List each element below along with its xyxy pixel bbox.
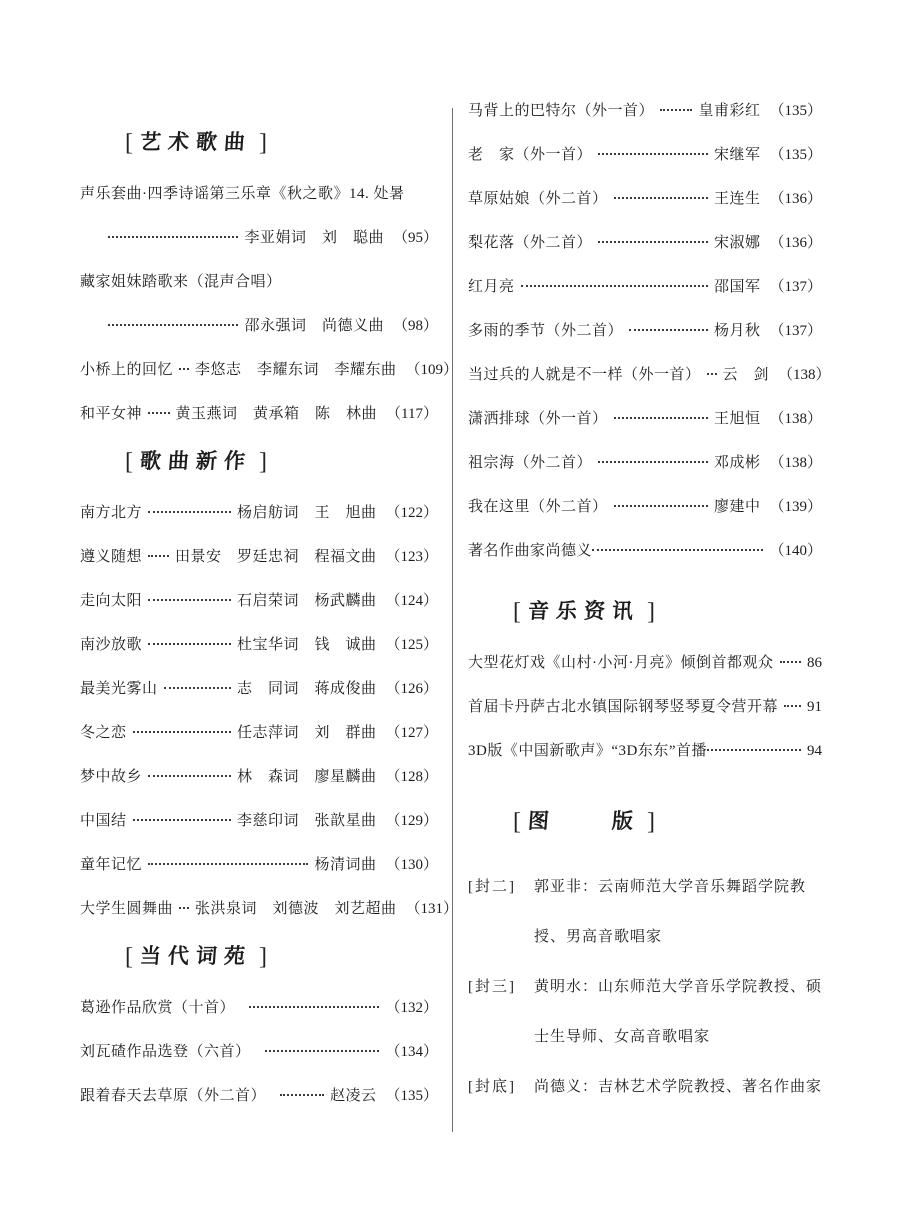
entry-title: 刘瓦碴作品选登（六首）: [80, 1044, 251, 1060]
entry-title: 红月亮: [468, 279, 515, 295]
bracket-right: ]: [259, 944, 267, 970]
dot-leader: [148, 775, 231, 777]
entry-page: （109）: [405, 362, 459, 378]
toc-entry: [468, 100, 822, 123]
entry-authors: 李慈印词 张歆星曲: [236, 813, 377, 829]
toc-entry: [468, 452, 822, 475]
entry-authors: 云 剑: [722, 367, 770, 383]
entry-authors: 邓成彬: [713, 455, 761, 471]
toc-entry: [80, 678, 438, 701]
entry-page: （137）: [769, 279, 822, 295]
entry-title: 当过兵的人就是不一样（外一首）: [468, 367, 701, 383]
entry-page: （130）: [385, 857, 438, 873]
right-column: [468, 100, 831, 1112]
entry-title: 潇洒排球（外一首）: [468, 411, 608, 427]
bracket-left: [: [125, 130, 133, 156]
toc-entry-title-line: [80, 183, 438, 206]
toc-entry: [468, 652, 822, 675]
dot-leader: [148, 555, 169, 557]
entry-authors: 赵凌云: [329, 1088, 377, 1104]
entry-authors: 林 森词 廖星麟曲: [236, 769, 377, 785]
section-header-music-news: [506, 597, 822, 628]
entry-title: 南方北方: [80, 505, 143, 521]
entry-page: （136）: [769, 191, 822, 207]
section-header-lyrics-garden: [118, 942, 438, 973]
dot-leader: [598, 241, 708, 243]
toc-entry: [468, 364, 831, 387]
toc-entry: [468, 144, 822, 167]
dot-leader: [660, 109, 692, 111]
entry-title: 童年记忆: [80, 857, 143, 873]
toc-entry: [80, 1085, 438, 1108]
column-divider-line: [452, 108, 453, 1132]
toc-entry-author-line: [80, 227, 438, 250]
toc-entry-title-line: [80, 271, 438, 294]
dot-leader: [592, 549, 763, 551]
entry-page: （138）: [769, 411, 822, 427]
bracket-left: [: [513, 599, 521, 625]
dot-leader: [249, 1006, 379, 1008]
plate-text: 黄明水：山东师范大学音乐学院教授、硕士生导师、女高音歌唱家: [534, 979, 823, 1045]
entry-page: （126）: [385, 681, 438, 697]
entry-page: （138）: [778, 367, 831, 383]
entry-title: 祖宗海（外二首）: [468, 455, 593, 471]
entry-title: 葛逊作品欣赏（十首）: [80, 1000, 236, 1016]
entry-page: （137）: [769, 323, 822, 339]
dot-leader: [614, 417, 708, 419]
bracket-right: ]: [647, 809, 655, 835]
entry-page: （135）: [769, 103, 822, 119]
entry-title: 草原姑娘（外二首）: [468, 191, 608, 207]
section-header-art-songs: [118, 128, 438, 159]
entry-page: 94: [807, 743, 822, 759]
entry-title: 3D版《中国新歌声》“3D东东”首播: [468, 743, 707, 759]
entry-authors: 杜宝华词 钱 诚曲: [236, 637, 377, 653]
toc-entry: [468, 408, 822, 431]
dot-leader: [179, 368, 189, 370]
dot-leader: [629, 329, 708, 331]
plate-label: [封底]: [468, 1079, 516, 1095]
plate-entry-backcover: [468, 1062, 822, 1112]
toc-entry: [80, 634, 438, 657]
section-title: 当代词苑: [139, 944, 253, 968]
toc-entry: [80, 810, 438, 833]
toc-entry: [80, 1041, 438, 1064]
entry-title: 冬之恋: [80, 725, 127, 741]
entry-page: （140）: [769, 543, 822, 559]
toc-entry: [80, 722, 438, 745]
entry-title: 遵义随想: [80, 549, 143, 565]
entry-title: 梦中故乡: [80, 769, 143, 785]
entry-title: 多雨的季节（外二首）: [468, 323, 624, 339]
entry-title: 梨花落（外二首）: [468, 235, 593, 251]
entry-page: （95）: [392, 230, 438, 246]
entry-authors: 张洪泉词 刘德波 刘艺超曲: [195, 901, 397, 917]
entry-authors: 李亚娟词 刘 聪曲: [244, 230, 384, 246]
toc-entry: [468, 540, 822, 563]
entry-page: （131）: [405, 901, 459, 917]
entry-authors: 黄玉燕词 黄承箱 陈 林曲: [175, 406, 378, 422]
toc-entry: [80, 766, 438, 789]
toc-entry: [80, 997, 438, 1020]
section-title: 图 版: [527, 809, 641, 833]
entry-title: 老 家（外一首）: [468, 147, 593, 163]
entry-page: （135）: [385, 1088, 438, 1104]
plate-label: [封三]: [468, 979, 516, 995]
dot-leader: [265, 1050, 380, 1052]
entry-authors: 廖建中: [713, 499, 761, 515]
toc-entry: [468, 232, 822, 255]
dot-leader: [148, 412, 170, 414]
toc-entry: [468, 496, 822, 519]
toc-entry: [468, 320, 822, 343]
plate-entry-cover2: [468, 862, 822, 962]
entry-page: （135）: [769, 147, 822, 163]
entry-authors: 志 同词 蒋成俊曲: [236, 681, 377, 697]
toc-entry: [468, 696, 822, 719]
entry-page: （136）: [769, 235, 822, 251]
dot-leader: [164, 687, 231, 689]
entry-authors: 任志萍词 刘 群曲: [236, 725, 377, 741]
dot-leader: [780, 661, 802, 663]
toc-entry: [468, 276, 822, 299]
entry-title: 大学生圆舞曲: [80, 901, 174, 917]
entry-page: （128）: [385, 769, 438, 785]
section-title: 音乐资讯: [527, 599, 641, 623]
entry-title: 著名作曲家尚德义: [468, 543, 593, 559]
entry-authors: 邵永强词 尚德义曲: [244, 318, 384, 334]
entry-title: 和平女神: [80, 406, 143, 422]
entry-title: 藏家姐妹踏歌来（混声合唱）: [80, 274, 282, 290]
toc-entry: [80, 403, 438, 426]
dot-leader: [179, 907, 189, 909]
plate-text: 郭亚非：云南师范大学音乐舞蹈学院教授、男高音歌唱家: [534, 879, 807, 945]
plate-label: [封二]: [468, 879, 516, 895]
bracket-left: [: [513, 809, 521, 835]
entry-title: 大型花灯戏《山村·小河·月亮》倾倒首都观众: [468, 655, 774, 671]
entry-authors: 皇甫彩红: [698, 103, 761, 119]
left-column: [80, 128, 459, 1129]
dot-leader: [521, 285, 708, 287]
entry-page: （134）: [385, 1044, 438, 1060]
dot-leader: [280, 1094, 324, 1096]
entry-title: 走向太阳: [80, 593, 143, 609]
entry-authors: 王旭恒: [713, 411, 761, 427]
entry-authors: 王连生: [713, 191, 761, 207]
toc-entry: [80, 590, 438, 613]
bracket-left: [: [125, 449, 133, 475]
dot-leader: [108, 236, 238, 238]
entry-page: （117）: [386, 406, 438, 422]
entry-page: （132）: [385, 1000, 438, 1016]
entry-title: 我在这里（外二首）: [468, 499, 608, 515]
entry-title: 最美光雾山: [80, 681, 158, 697]
entry-title: 小桥上的回忆: [80, 362, 174, 378]
section-header-plates: [506, 807, 822, 838]
section-title: 艺术歌曲: [139, 130, 253, 154]
dot-leader: [707, 373, 717, 375]
dot-leader: [614, 197, 708, 199]
entry-page: （123）: [385, 549, 438, 565]
entry-title: 中国结: [80, 813, 127, 829]
entry-page: （125）: [385, 637, 438, 653]
entry-page: 86: [807, 655, 822, 671]
dot-leader: [148, 511, 231, 513]
toc-entry-author-line: [80, 315, 438, 338]
bracket-right: ]: [647, 599, 655, 625]
entry-title: 跟着春天去草原（外二首）: [80, 1088, 267, 1104]
entry-title: 马背上的巴特尔（外一首）: [468, 103, 655, 119]
dot-leader: [614, 505, 708, 507]
entry-authors: 石启荣词 杨武麟曲: [236, 593, 377, 609]
bracket-right: ]: [259, 449, 267, 475]
toc-entry: [80, 359, 459, 382]
entry-authors: 邵国军: [713, 279, 761, 295]
dot-leader: [707, 749, 801, 751]
toc-entry: [80, 854, 438, 877]
dot-leader: [598, 153, 708, 155]
section-header-new-songs: [118, 447, 438, 478]
entry-title: 首届卡丹萨古北水镇国际钢琴竖琴夏令营开幕: [468, 699, 779, 715]
entry-authors: 宋淑娜: [713, 235, 761, 251]
dot-leader: [148, 643, 231, 645]
entry-page: （122）: [385, 505, 438, 521]
entry-authors: 杨清词曲: [314, 857, 377, 873]
dot-leader: [133, 731, 231, 733]
dot-leader: [148, 599, 231, 601]
entry-page: （127）: [385, 725, 438, 741]
toc-entry: [80, 546, 438, 569]
entry-authors: 田景安 罗廷忠祠 程福文曲: [174, 549, 377, 565]
dot-leader: [598, 461, 708, 463]
entry-authors: 杨启舫词 王 旭曲: [236, 505, 377, 521]
toc-entry: [468, 188, 822, 211]
entry-page: （139）: [769, 499, 822, 515]
entry-page: （138）: [769, 455, 822, 471]
entry-authors: 李悠志 李耀东词 李耀东曲: [195, 362, 397, 378]
dot-leader: [784, 705, 801, 707]
toc-entry: [468, 740, 822, 763]
entry-page: （124）: [385, 593, 438, 609]
toc-entry: [80, 502, 438, 525]
dot-leader: [108, 324, 238, 326]
entry-title: 南沙放歌: [80, 637, 143, 653]
entry-authors: 宋继军: [713, 147, 761, 163]
dot-leader: [148, 863, 308, 865]
entry-authors: 杨月秋: [713, 323, 761, 339]
entry-page: （129）: [385, 813, 438, 829]
bracket-right: ]: [259, 130, 267, 156]
entry-page: （98）: [392, 318, 438, 334]
dot-leader: [133, 819, 231, 821]
entry-title: 声乐套曲·四季诗谣第三乐章《秋之歌》14. 处暑: [80, 186, 405, 202]
plate-entry-cover3: [468, 962, 822, 1062]
toc-entry: [80, 898, 459, 921]
section-title: 歌曲新作: [139, 449, 253, 473]
bracket-left: [: [125, 944, 133, 970]
plate-text: 尚德义：吉林艺术学院教授、著名作曲家: [534, 1079, 823, 1095]
entry-page: 91: [807, 699, 822, 715]
